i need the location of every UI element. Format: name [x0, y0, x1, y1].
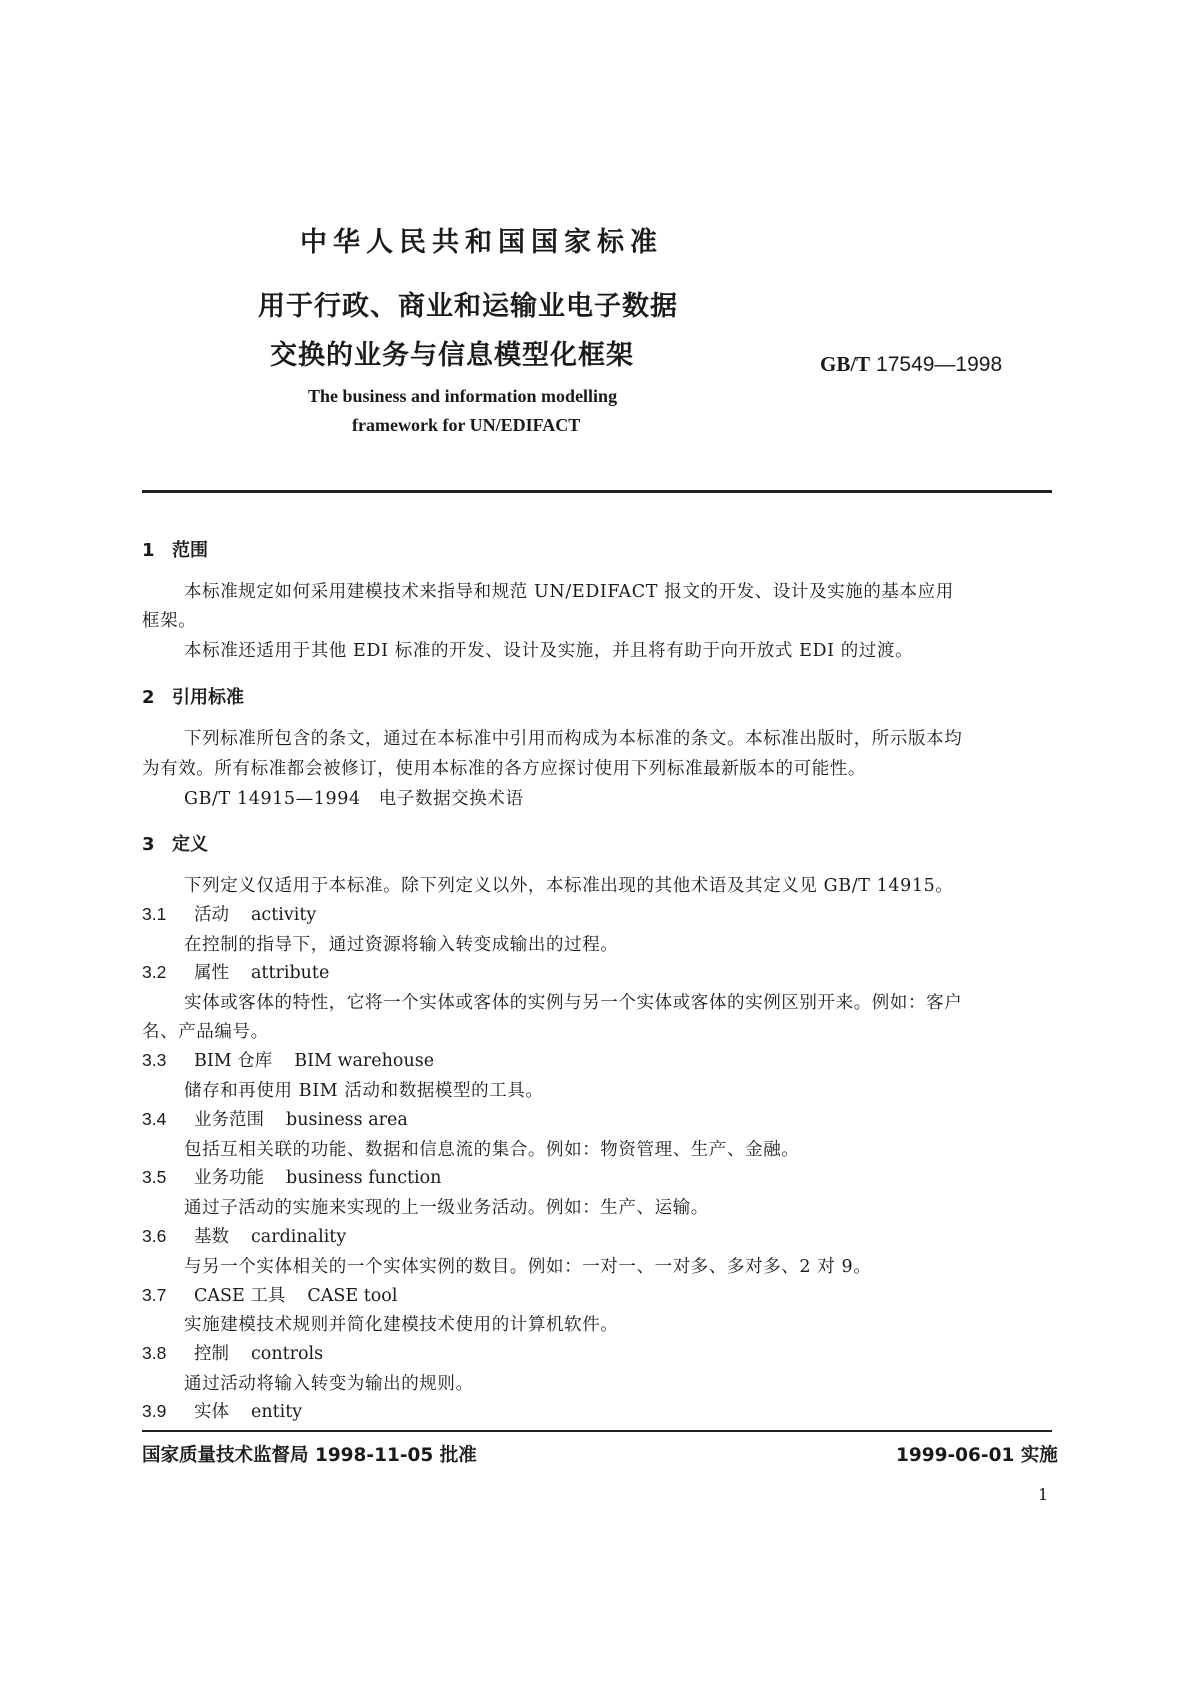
title-en-line2: framework for UN/EDIFACT: [352, 415, 581, 435]
term-3-3: [142, 1047, 434, 1072]
footer-divider: [142, 1430, 1052, 1432]
section-1-para1-line2: 框架。: [142, 611, 197, 631]
section-number: 1: [142, 540, 155, 561]
term-3-8-definition: 通过活动将输入转变为输出的规则。: [184, 1374, 474, 1394]
term-number: 3.5: [142, 1167, 167, 1187]
term-3-2: [142, 959, 329, 984]
term-zh: BIM 仓库: [194, 1051, 273, 1071]
term-en: attribute: [251, 963, 330, 983]
term-zh: 基数: [194, 1227, 229, 1247]
title-cn-line1: 用于行政、商业和运输业电子数据: [258, 291, 678, 322]
section-1-para2: 本标准还适用于其他 EDI 标准的开发、设计及实施，并且将有助于向开放式 EDI 的过渡。: [184, 641, 914, 661]
term-3-1-definition: 在控制的指导下，通过资源将输入转变成输出的过程。: [184, 935, 619, 955]
header-divider: [142, 490, 1052, 493]
term-number: 3.2: [142, 962, 167, 982]
term-3-8: [142, 1340, 323, 1365]
term-en: business function: [286, 1168, 442, 1188]
term-number: 3.1: [142, 904, 167, 924]
section-3-heading: [142, 830, 208, 856]
term-zh: 业务范围: [194, 1110, 264, 1130]
term-3-2-definition-line1: 实体或客体的特性，它将一个实体或客体的实例与另一个实体或客体的实例区别开来。例如：客户: [184, 993, 963, 1013]
standard-code: [820, 352, 1002, 377]
term-3-1: [142, 901, 316, 926]
section-title: 范围: [172, 540, 208, 561]
term-3-5-definition: 通过子活动的实施来实现的上一级业务活动。例如：生产、运输。: [184, 1198, 709, 1218]
term-3-4: [142, 1106, 408, 1131]
section-2-heading: [142, 683, 244, 709]
term-3-6: [142, 1223, 346, 1248]
term-zh: 活动: [194, 905, 229, 925]
term-en: CASE tool: [307, 1286, 398, 1306]
term-number: 3.3: [142, 1050, 167, 1070]
section-title: 定义: [172, 834, 208, 855]
section-number: 2: [142, 687, 155, 708]
effective-date: 1999-06-01 实施: [896, 1445, 1058, 1466]
standard-code-prefix: GB/T: [820, 352, 871, 376]
section-number: 3: [142, 834, 155, 855]
term-zh: 控制: [194, 1344, 229, 1364]
standard-type-heading: 中华人民共和国国家标准: [300, 227, 663, 258]
title-cn-line2: 交换的业务与信息模型化框架: [270, 340, 634, 371]
term-3-5: [142, 1164, 441, 1189]
section-2-para1-line1: 下列标准所包含的条文，通过在本标准中引用而构成为本标准的条文。本标准出版时，所示版本均: [184, 729, 963, 749]
approval-info: 国家质量技术监督局 1998-11-05 批准: [142, 1445, 477, 1466]
term-3-3-definition: 储存和再使用 BIM 活动和数据模型的工具。: [184, 1081, 544, 1101]
term-3-2-definition-line2: 名、产品编号。: [142, 1022, 269, 1042]
title-en-line1: The business and information modelling: [308, 386, 618, 406]
section-1-heading: [142, 536, 208, 562]
term-number: 3.6: [142, 1226, 167, 1246]
section-1-para1-line1: 本标准规定如何采用建模技术来指导和规范 UN/EDIFACT 报文的开发、设计及实施的基本应用: [184, 582, 954, 602]
term-number: 3.7: [142, 1285, 167, 1305]
term-3-9: [142, 1398, 302, 1423]
section-2-para1-line2: 为有效。所有标准都会被修订，使用本标准的各方应探讨使用下列标准最新版本的可能性。: [142, 759, 866, 779]
standard-code-number: 17549—1998: [876, 353, 1003, 376]
section-title: 引用标准: [172, 687, 244, 708]
term-en: cardinality: [251, 1227, 347, 1247]
term-zh: 属性: [194, 963, 229, 983]
term-number: 3.9: [142, 1401, 167, 1421]
term-number: 3.4: [142, 1109, 167, 1129]
term-zh: 实体: [194, 1402, 229, 1422]
term-en: BIM warehouse: [294, 1051, 435, 1071]
term-3-7: [142, 1282, 397, 1307]
term-3-7-definition: 实施建模技术规则并简化建模技术使用的计算机软件。: [184, 1315, 619, 1335]
term-zh: CASE 工具: [194, 1286, 286, 1306]
term-zh: 业务功能: [194, 1168, 264, 1188]
term-3-6-definition: 与另一个实体相关的一个实体实例的数目。例如：一对一、一对多、多对多、2 对 9。: [184, 1257, 872, 1277]
term-en: entity: [251, 1402, 303, 1422]
section-3-intro: 下列定义仅适用于本标准。除下列定义以外，本标准出现的其他术语及其定义见 GB/T 14915。: [184, 876, 954, 896]
page-number: 1: [1038, 1485, 1049, 1504]
term-en: activity: [251, 905, 317, 925]
term-number: 3.8: [142, 1343, 167, 1363]
reference-standard: GB/T 14915—1994 电子数据交换术语: [184, 789, 524, 809]
term-en: controls: [251, 1344, 324, 1364]
term-en: business area: [286, 1110, 408, 1130]
term-3-4-definition: 包括互相关联的功能、数据和信息流的集合。例如：物资管理、生产、金融。: [184, 1140, 800, 1160]
